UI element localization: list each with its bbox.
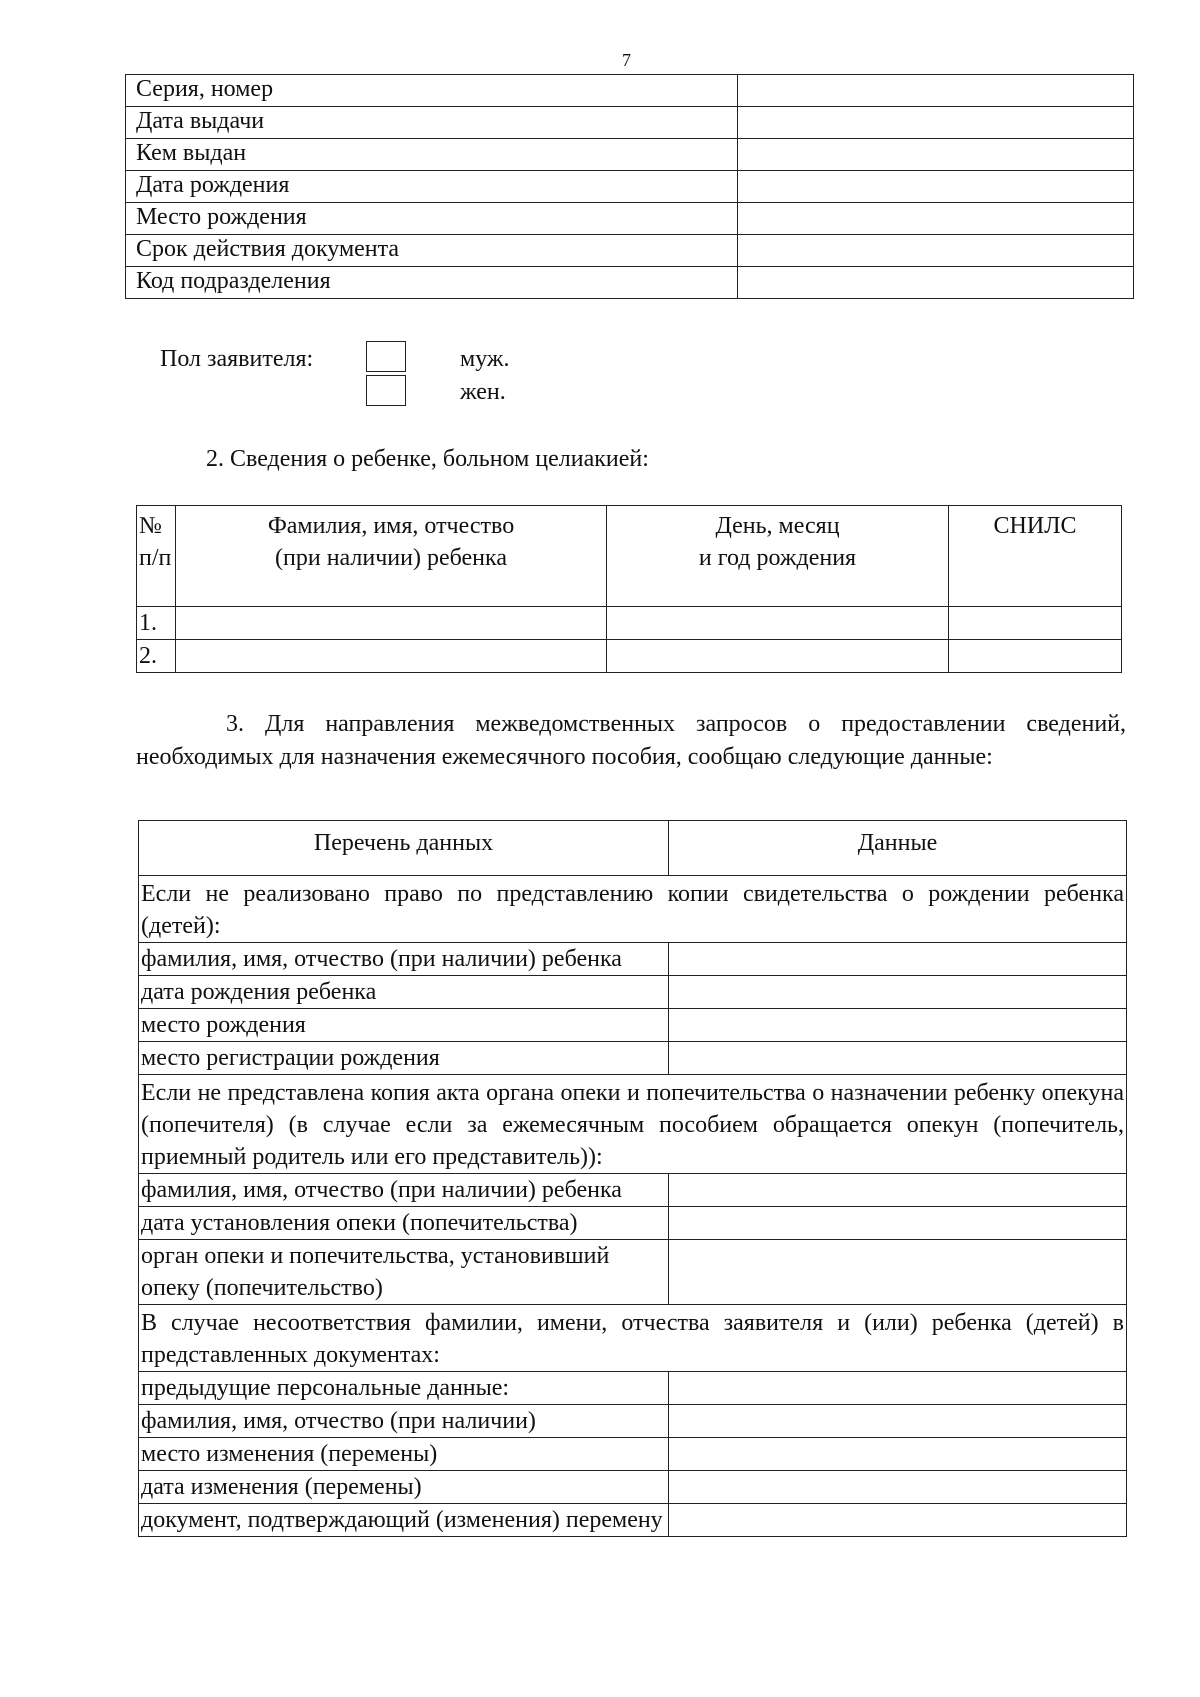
column-header-snils: СНИЛС (949, 506, 1122, 607)
header-line: (при наличии) ребенка (275, 545, 507, 571)
column-header-fio (176, 506, 607, 607)
row-label: Дата выдачи (126, 107, 738, 139)
row-label: Кем выдан (126, 139, 738, 171)
gender-female-label: жен. (460, 379, 506, 405)
intro-text: 3. Для направления межведомственных запросов о предоставлении сведений, необходимых для назначения ежемесячного пособия, сообщаю следующие данные: (136, 711, 1126, 770)
table-row (126, 267, 1134, 299)
header-line: Фамилия, имя, отчество (267, 513, 515, 539)
table-row (126, 75, 1134, 107)
gender-male-label: муж. (460, 346, 510, 372)
row-number: 2. (137, 640, 176, 673)
table-row (139, 1471, 1127, 1504)
child-info-table (136, 505, 1122, 673)
table-row (139, 1438, 1127, 1471)
value-cell[interactable] (669, 1207, 1127, 1240)
row-label: Серия, номер (126, 75, 738, 107)
column-header-list: Перечень данных (139, 821, 669, 876)
table-row (126, 235, 1134, 267)
table-row (139, 976, 1127, 1009)
dob-cell[interactable] (607, 640, 949, 673)
column-header-dob (607, 506, 949, 607)
item-label: место рождения (139, 1009, 669, 1042)
value-cell[interactable] (669, 1174, 1127, 1207)
table-row (139, 1372, 1127, 1405)
fio-cell[interactable] (176, 607, 607, 640)
snils-cell[interactable] (949, 640, 1122, 673)
table-row (126, 139, 1134, 171)
table-row (139, 1042, 1127, 1075)
group-row (139, 1075, 1127, 1174)
group-row (139, 876, 1127, 943)
section-3-intro (136, 708, 1126, 774)
table-row (139, 1504, 1127, 1537)
gender-label: Пол заявителя: (160, 346, 314, 372)
item-label: фамилия, имя, отчество (при наличии) ребенка (139, 943, 669, 976)
value-cell[interactable] (669, 1372, 1127, 1405)
column-header-number: № п/п (137, 506, 176, 607)
group-title: В случае несоответствия фамилии, имени, отчества заявителя и (или) ребенка (детей) в представленных документах: (139, 1305, 1127, 1372)
table-row (139, 943, 1127, 976)
row-label: Место рождения (126, 203, 738, 235)
value-cell[interactable] (738, 107, 1134, 139)
dob-cell[interactable] (607, 607, 949, 640)
table-row (139, 1009, 1127, 1042)
value-cell[interactable] (738, 75, 1134, 107)
value-cell[interactable] (669, 976, 1127, 1009)
table-row (137, 640, 1122, 673)
group-title: Если не реализовано право по представлению копии свидетельства о рождении ребенка (детей): (139, 876, 1127, 943)
document-details-table (125, 74, 1134, 299)
value-cell[interactable] (738, 139, 1134, 171)
table-row (126, 203, 1134, 235)
item-label: документ, подтверждающий (изменения) перемену (139, 1504, 669, 1537)
header-line: День, месяц (715, 513, 840, 539)
value-cell[interactable] (738, 235, 1134, 267)
table-row (126, 107, 1134, 139)
header-line: и год рождения (698, 545, 857, 571)
value-cell[interactable] (669, 1042, 1127, 1075)
table-header-row (137, 506, 1122, 607)
interagency-data-table (138, 820, 1127, 1537)
item-label: место изменения (перемены) (139, 1438, 669, 1471)
item-label: дата рождения ребенка (139, 976, 669, 1009)
value-cell[interactable] (738, 203, 1134, 235)
gender-female-checkbox[interactable] (366, 375, 406, 406)
value-cell[interactable] (669, 1405, 1127, 1438)
row-number: 1. (137, 607, 176, 640)
row-label: Срок действия документа (126, 235, 738, 267)
item-label: фамилия, имя, отчество (при наличии) ребенка (139, 1174, 669, 1207)
item-label: орган опеки и попечительства, установивший опеку (попечительство) (139, 1240, 669, 1305)
item-label: фамилия, имя, отчество (при наличии) (139, 1405, 669, 1438)
value-cell[interactable] (669, 1009, 1127, 1042)
value-cell[interactable] (669, 1438, 1127, 1471)
fio-cell[interactable] (176, 640, 607, 673)
gender-male-checkbox[interactable] (366, 341, 406, 372)
value-cell[interactable] (669, 1240, 1127, 1305)
group-title: Если не представлена копия акта органа опеки и попечительства о назначении ребенку опекуна (попечителя) (в случае если за ежемесячным пособием обращается опекун (попечитель, приемный родитель или его представитель)): (139, 1075, 1127, 1174)
value-cell[interactable] (669, 1504, 1127, 1537)
section-2-title: 2. Сведения о ребенке, больном целиакией: (206, 446, 649, 472)
value-cell[interactable] (738, 171, 1134, 203)
value-cell[interactable] (669, 943, 1127, 976)
snils-cell[interactable] (949, 607, 1122, 640)
row-label: Код подразделения (126, 267, 738, 299)
group-row (139, 1305, 1127, 1372)
table-row (139, 1405, 1127, 1438)
row-label: Дата рождения (126, 171, 738, 203)
table-row (137, 607, 1122, 640)
table-row (139, 1207, 1127, 1240)
column-header-data: Данные (669, 821, 1127, 876)
item-label: место регистрации рождения (139, 1042, 669, 1075)
value-cell[interactable] (738, 267, 1134, 299)
value-cell[interactable] (669, 1471, 1127, 1504)
item-label: дата изменения (перемены) (139, 1471, 669, 1504)
item-label: предыдущие персональные данные: (139, 1372, 669, 1405)
item-label: дата установления опеки (попечительства) (139, 1207, 669, 1240)
table-header-row (139, 821, 1127, 876)
table-row (126, 171, 1134, 203)
page-number: 7 (622, 50, 631, 70)
table-row (139, 1174, 1127, 1207)
table-row (139, 1240, 1127, 1305)
